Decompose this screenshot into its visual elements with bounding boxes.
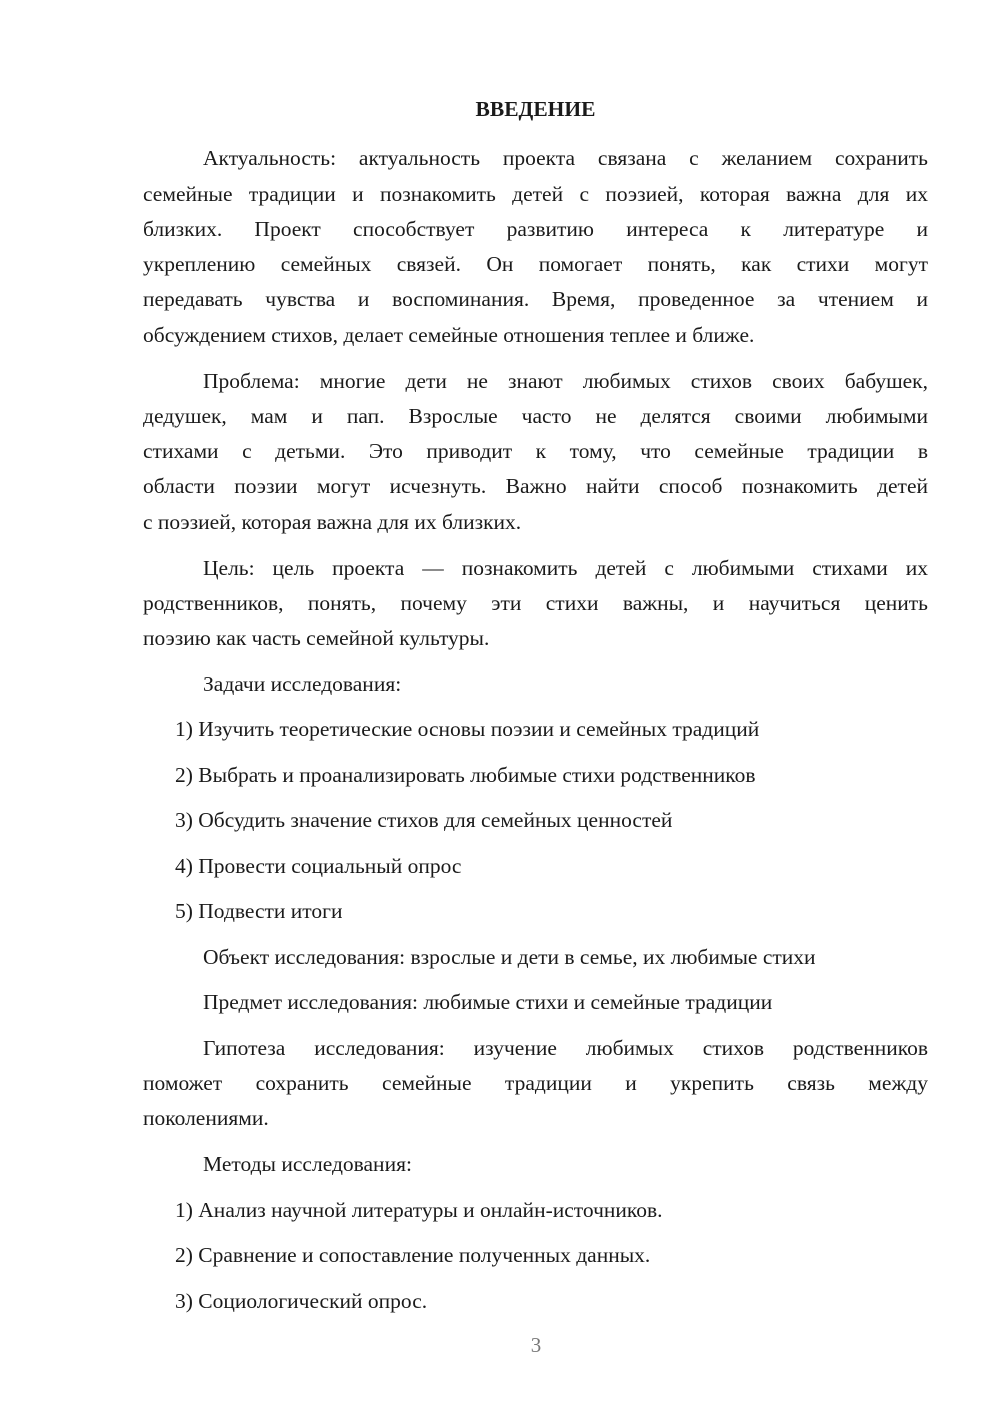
section-title: ВВЕДЕНИЕ bbox=[475, 97, 596, 121]
text-line: дедушек, мам и пап. Взрослые часто не делятся своими любимыми bbox=[143, 403, 928, 428]
task-item: 3) Обсудить значение стихов для семейных ценностей bbox=[175, 808, 673, 833]
text-line: области поэзии могут исчезнуть. Важно найти способ познакомить детей bbox=[143, 474, 928, 499]
text-line: укреплению семейных связей. Он помогает понять, как стихи могут bbox=[143, 252, 928, 277]
text-line: Актуальность: актуальность проекта связана с желанием сохранить bbox=[203, 146, 928, 171]
text-line: Проблема: многие дети не знают любимых стихов своих бабушек, bbox=[203, 368, 928, 393]
research-subject: Предмет исследования: любимые стихи и семейные традиции bbox=[203, 990, 773, 1015]
text-line: передавать чувства и воспоминания. Время, проведенное за чтением и bbox=[143, 287, 928, 312]
text-line: Цель: цель проекта — познакомить детей с любимыми стихами их bbox=[203, 555, 928, 580]
hypothesis-paragraph bbox=[143, 1031, 928, 1137]
text-line: поэзию как часть семейной культуры. bbox=[143, 626, 490, 651]
research-object: Объект исследования: взрослые и дети в семье, их любимые стихи bbox=[203, 944, 816, 969]
text-line: поколениями. bbox=[143, 1106, 269, 1131]
method-item: 1) Анализ научной литературы и онлайн-источников. bbox=[175, 1197, 663, 1222]
problem-paragraph bbox=[143, 364, 928, 540]
task-item: 4) Провести социальный опрос bbox=[175, 853, 462, 878]
text-line: с поэзией, которая важна для их близких. bbox=[143, 509, 522, 534]
method-item: 3) Социологический опрос. bbox=[175, 1288, 428, 1313]
task-item: 5) Подвести итоги bbox=[175, 899, 343, 924]
relevance-paragraph bbox=[143, 141, 928, 353]
page-number: 3 bbox=[530, 1333, 542, 1357]
methods-heading: Методы исследования: bbox=[203, 1152, 412, 1177]
text-line: обсуждением стихов, делает семейные отношения теплее и ближе. bbox=[143, 322, 755, 347]
text-line: родственников, понять, почему эти стихи важны, и научиться ценить bbox=[143, 590, 928, 615]
text-line: поможет сохранить семейные традиции и укрепить связь между bbox=[143, 1071, 928, 1096]
text-line: семейные традиции и познакомить детей с поэзией, которая важна для их bbox=[143, 181, 928, 206]
text-line: близких. Проект способствует развитию интереса к литературе и bbox=[143, 216, 928, 241]
task-item: 2) Выбрать и проанализировать любимые стихи родственников bbox=[175, 762, 756, 787]
text-line: стихами с детьми. Это приводит к тому, что семейные традиции в bbox=[143, 439, 928, 464]
method-item: 2) Сравнение и сопоставление полученных данных. bbox=[175, 1243, 651, 1268]
tasks-heading: Задачи исследования: bbox=[203, 671, 402, 696]
text-line: Гипотеза исследования: изучение любимых стихов родственников bbox=[203, 1035, 928, 1060]
document-page bbox=[143, 92, 928, 1329]
goal-paragraph bbox=[143, 551, 928, 657]
task-item: 1) Изучить теоретические основы поэзии и семейных традиций bbox=[175, 717, 760, 742]
